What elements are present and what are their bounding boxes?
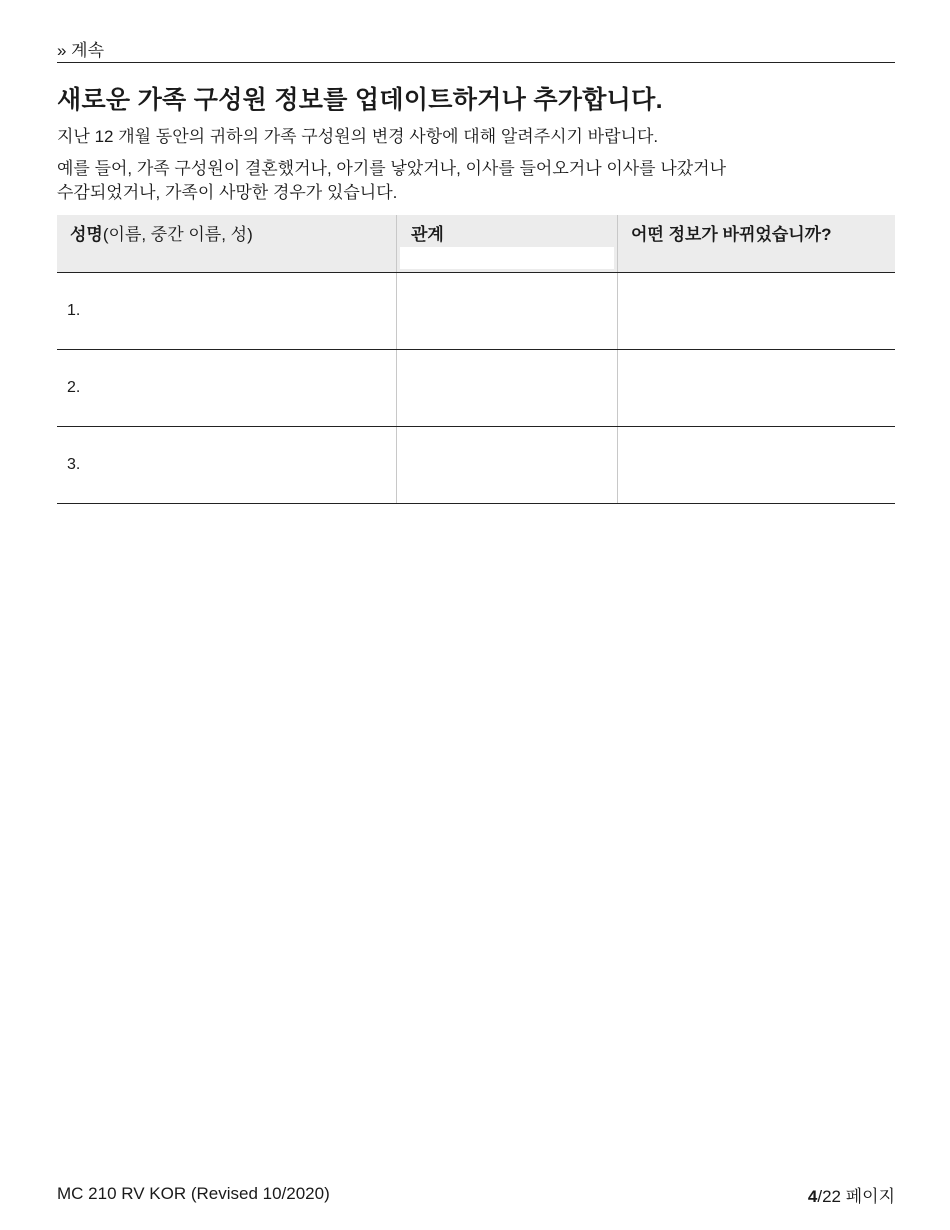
page-number — [808, 1182, 895, 1207]
relationship-header-field[interactable] — [400, 247, 614, 269]
section-example-line1: 예를 들어, 가족 구성원이 결혼했거나, 아기를 낳았거나, 이사를 들어오거나 이사를 나갔거나 — [57, 159, 727, 178]
change-field-3[interactable] — [617, 427, 895, 503]
change-field-1[interactable] — [617, 273, 895, 349]
header-name — [57, 215, 396, 272]
form-id: MC 210 RV KOR (Revised 10/2020) — [57, 1184, 330, 1203]
relationship-field-1[interactable] — [396, 273, 617, 349]
name-field-1[interactable] — [57, 273, 396, 349]
header-name-label: 성명 — [70, 225, 103, 244]
row-number: 2. — [67, 379, 81, 396]
header-name-note: (이름, 중간 이름, 성) — [102, 225, 253, 244]
section-intro: 지난 12 개월 동안의 귀하의 가족 구성원의 변경 사항에 대해 알려주시기 바랍니다. — [57, 127, 659, 146]
table-row — [57, 350, 895, 427]
name-field-2[interactable] — [57, 350, 396, 426]
row-number: 1. — [67, 302, 81, 319]
header-change-label: 어떤 정보가 바뀌었습니까? — [631, 225, 832, 244]
table-row — [57, 273, 895, 350]
section-title: 새로운 가족 구성원 정보를 업데이트하거나 추가합니다. — [57, 86, 663, 114]
form-page — [57, 0, 895, 1230]
header-relationship-label: 관계 — [411, 225, 444, 244]
page-current: 4 — [807, 1187, 818, 1206]
header-change — [617, 215, 895, 272]
header-divider — [57, 62, 895, 63]
relationship-field-3[interactable] — [396, 427, 617, 503]
header-relationship — [396, 215, 617, 272]
name-field-3[interactable] — [57, 427, 396, 503]
page-total: /22 페이지 — [817, 1187, 895, 1206]
section-example — [57, 157, 895, 205]
continued-label: » 계속 — [57, 41, 105, 60]
change-field-2[interactable] — [617, 350, 895, 426]
table-header-row — [57, 215, 895, 273]
table-row — [57, 427, 895, 504]
relationship-field-2[interactable] — [396, 350, 617, 426]
row-number: 3. — [67, 456, 81, 473]
household-change-table — [57, 215, 895, 504]
section-example-line2: 수감되었거나, 가족이 사망한 경우가 있습니다. — [57, 183, 398, 202]
